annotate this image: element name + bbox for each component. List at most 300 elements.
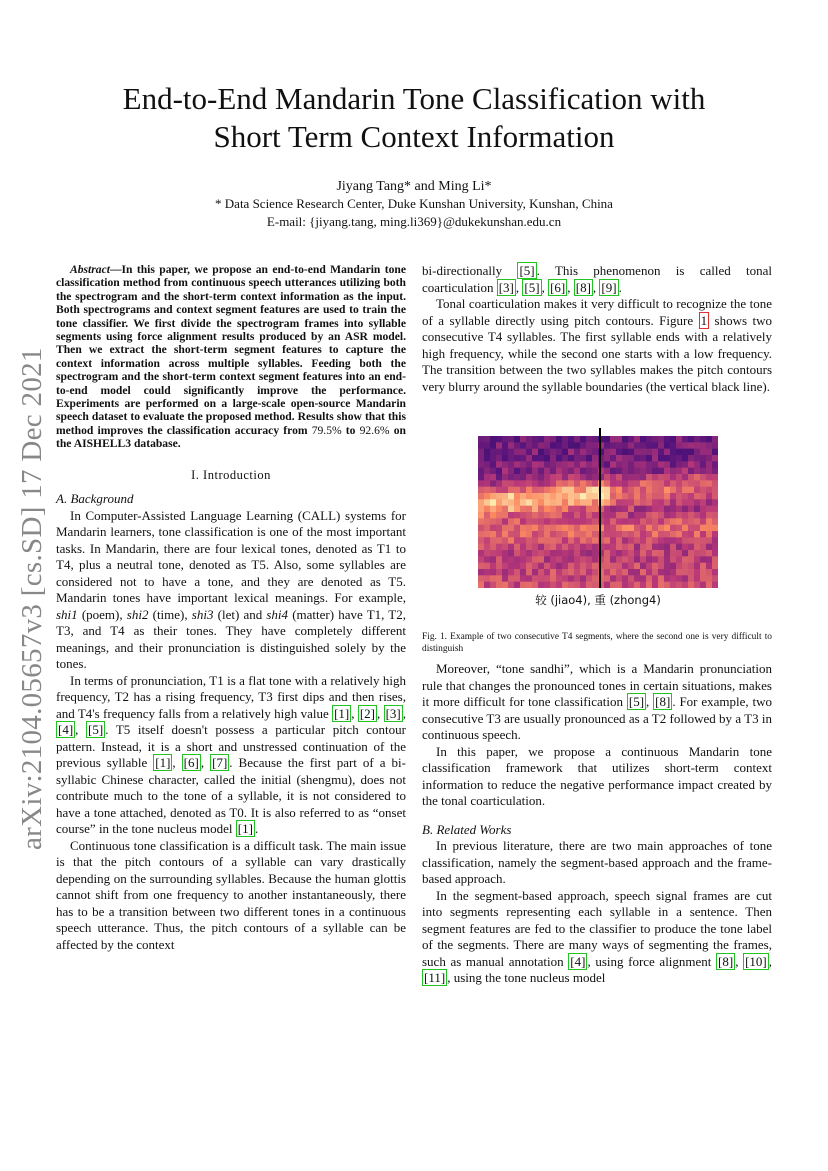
spectrogram-cell — [568, 487, 574, 494]
citation-link[interactable]: [4] — [570, 953, 586, 969]
spectrogram-cell — [496, 550, 502, 557]
spectrogram-cell — [520, 537, 526, 544]
spectrogram-cell — [556, 531, 562, 538]
spectrogram-cell — [562, 455, 568, 462]
spectrogram-cell — [658, 544, 664, 551]
spectrogram-cell — [580, 550, 586, 557]
spectrogram-cell — [682, 582, 688, 588]
spectrogram-cell — [520, 442, 526, 449]
spectrogram-cell — [532, 474, 538, 481]
spectrogram-cell — [514, 449, 520, 456]
spectrogram-cell — [622, 436, 628, 443]
spectrogram-cell — [574, 563, 580, 570]
spectrogram-cell — [706, 569, 712, 576]
spectrogram-cell — [688, 499, 694, 506]
spectrogram-cell — [586, 461, 592, 468]
spectrogram-cell — [646, 480, 652, 487]
spectrogram-cell — [688, 506, 694, 513]
spectrogram-cell — [628, 468, 634, 475]
citation-link[interactable]: [6] — [183, 755, 199, 771]
spectrogram-cell — [670, 556, 676, 563]
spectrogram-cell — [640, 556, 646, 563]
spectrogram-cell — [694, 556, 700, 563]
spectrogram-cell — [496, 506, 502, 513]
spectrogram-cell — [652, 544, 658, 551]
spectrogram-cell — [622, 537, 628, 544]
spectrogram-cell — [568, 499, 574, 506]
spectrogram-cell — [628, 493, 634, 500]
abstract-lead: Abstract — [70, 263, 110, 276]
spectrogram-cell — [694, 544, 700, 551]
spectrogram-cell — [598, 474, 604, 481]
spectrogram-cell — [478, 499, 484, 506]
spectrogram-cell — [514, 436, 520, 443]
spectrogram-cell — [562, 436, 568, 443]
spectrogram-cell — [586, 518, 592, 525]
para-text: . — [254, 821, 259, 837]
spectrogram-cell — [634, 480, 640, 487]
spectrogram-cell — [490, 506, 496, 513]
spectrogram-cell — [556, 436, 562, 443]
spectrogram-cell — [580, 493, 586, 500]
spectrogram-cell — [688, 563, 694, 570]
paragraph-related-2: In the segment-based approach, speech signal frames are cut into segments representing each syllable in a sentence. Then segment features are fed to the classifier to produce the tone label of the segments. There are many ways of segmenting the frames, such as manual annotation [4] , using force alignment [8] , [10] , [11] , using the tone nucleus model — [422, 887, 773, 985]
spectrogram-cell — [526, 506, 532, 513]
spectrogram-cell — [562, 506, 568, 513]
spectrogram-cell — [610, 525, 616, 532]
spectrogram-cell — [508, 525, 514, 532]
spectrogram-cell — [586, 487, 592, 494]
spectrogram-cell — [580, 468, 586, 475]
spectrogram-cell — [574, 537, 580, 544]
spectrogram-cell — [640, 512, 646, 519]
spectrogram-cell — [580, 563, 586, 570]
spectrogram-cell — [526, 461, 532, 468]
spectrogram-cell — [478, 455, 484, 462]
spectrogram-cell — [616, 550, 622, 557]
paragraph-related-1: In previous literature, there are two main approaches of tone classification, namely the segment-based approach and the frame-based approach. — [422, 838, 772, 886]
spectrogram-cell — [664, 550, 670, 557]
spectrogram-cell — [574, 487, 580, 494]
spectrogram-cell — [610, 499, 616, 506]
citation-link[interactable]: [1] — [334, 705, 350, 721]
spectrogram-cell — [574, 442, 580, 449]
spectrogram-cell — [538, 556, 544, 563]
spectrogram-cell — [550, 474, 556, 481]
spectrogram-cell — [556, 474, 562, 481]
spectrogram-cell — [688, 544, 694, 551]
citation-link[interactable]: [9] — [601, 279, 617, 295]
citation-link[interactable]: [3] — [498, 279, 514, 295]
spectrogram-cell — [526, 493, 532, 500]
spectrogram-cell — [628, 506, 634, 513]
spectrogram-cell — [592, 544, 598, 551]
spectrogram-cell — [478, 518, 484, 525]
spectrogram-cell — [712, 506, 718, 513]
spectrogram-cell — [544, 461, 550, 468]
spectrogram-cell — [604, 525, 610, 532]
spectrogram-cell — [658, 474, 664, 481]
spectrogram-cell — [526, 544, 532, 551]
spectrogram-cell — [502, 487, 508, 494]
figure-sublabel: 较 (jiao4), 重 (zhong4) — [535, 593, 661, 607]
spectrogram-cell — [712, 493, 718, 500]
spectrogram-cell — [520, 563, 526, 570]
spectrogram-cell — [502, 544, 508, 551]
spectrogram-cell — [550, 550, 556, 557]
spectrogram-cell — [514, 531, 520, 538]
spectrogram-cell — [562, 544, 568, 551]
spectrogram-cell — [496, 556, 502, 563]
spectrogram-cell — [652, 537, 658, 544]
spectrogram-cell — [538, 512, 544, 519]
spectrogram-cell — [478, 537, 484, 544]
spectrogram-cell — [526, 569, 532, 576]
spectrogram-cell — [502, 506, 508, 513]
citation-link[interactable]: [5] — [524, 279, 540, 295]
spectrogram-cell — [532, 487, 538, 494]
citation-link[interactable]: [8] — [575, 279, 591, 295]
spectrogram-cell — [664, 569, 670, 576]
spectrogram-cell — [580, 537, 586, 544]
spectrogram-cell — [658, 442, 664, 449]
spectrogram-cell — [490, 461, 496, 468]
spectrogram-cell — [700, 537, 706, 544]
spectrogram-cell — [556, 582, 562, 588]
spectrogram-cell — [664, 544, 670, 551]
spectrogram-cell — [496, 468, 502, 475]
spectrogram-cell — [604, 455, 610, 462]
spectrogram-cell — [604, 556, 610, 563]
spectrogram-cell — [712, 525, 718, 532]
spectrogram-cell — [616, 575, 622, 582]
spectrogram-cell — [628, 537, 634, 544]
spectrogram-cell — [490, 563, 496, 570]
spectrogram-cell — [652, 436, 658, 443]
spectrogram-cell — [568, 461, 574, 468]
spectrogram-cell — [484, 575, 490, 582]
spectrogram-cell — [568, 563, 574, 570]
spectrogram-cell — [712, 544, 718, 551]
subsection-heading-background: A. Background — [56, 491, 134, 507]
spectrogram-cell — [682, 442, 688, 449]
spectrogram-cell — [688, 569, 694, 576]
spectrogram-cell — [556, 468, 562, 475]
spectrogram-cell — [622, 525, 628, 532]
spectrogram-cell — [616, 582, 622, 588]
spectrogram-cell — [544, 512, 550, 519]
spectrogram-cell — [490, 449, 496, 456]
spectrogram-cell — [622, 449, 628, 456]
para-text: . This phenomenon is called tonal coarticulation — [422, 263, 773, 295]
citation-link[interactable]: [8] — [718, 953, 734, 969]
spectrogram-cell — [508, 474, 514, 481]
spectrogram-cell — [706, 442, 712, 449]
spectrogram-cell — [682, 537, 688, 544]
spectrogram-cell — [496, 569, 502, 576]
spectrogram-cell — [646, 563, 652, 570]
spectrogram-cell — [712, 442, 718, 449]
spectrogram-cell — [688, 487, 694, 494]
spectrogram-cell — [532, 506, 538, 513]
spectrogram-cell — [646, 461, 652, 468]
spectrogram-cell — [610, 474, 616, 481]
spectrogram-cell — [700, 480, 706, 487]
spectrogram-cell — [520, 556, 526, 563]
spectrogram-cell — [550, 582, 556, 588]
spectrogram-cell — [640, 518, 646, 525]
spectrogram-cell — [610, 518, 616, 525]
spectrogram-cell — [526, 436, 532, 443]
spectrogram-cell — [502, 569, 508, 576]
spectrogram-cell — [646, 550, 652, 557]
spectrogram-cell — [490, 582, 496, 588]
spectrogram-cell — [664, 525, 670, 532]
spectrogram-cell — [700, 442, 706, 449]
spectrogram-cell — [628, 461, 634, 468]
spectrogram-cell — [682, 499, 688, 506]
spectrogram-cell — [592, 569, 598, 576]
spectrogram-cell — [496, 461, 502, 468]
spectrogram-cell — [706, 461, 712, 468]
spectrogram-cell — [706, 487, 712, 494]
spectrogram-cell — [646, 499, 652, 506]
spectrogram-cell — [538, 474, 544, 481]
spectrogram-cell — [616, 544, 622, 551]
spectrogram-cell — [532, 582, 538, 588]
paragraph-background-2: In terms of pronunciation, T1 is a flat tone with a relatively high frequency, T2 has a rising frequency, T3 first dips and then rises, and T4's frequency falls from a relatively high value [1] , [2] , [3] , [4] , [5] . T5 itself doesn't possess a particular pitch contour pattern. Instead, it is a short and unstressed continuation of the previous syllable [1] , [6] , [7] . Because the first part of a bi-syllabic Chinese character, called the initial (shengmu), does not contribute much to the tone of a syllable, it is not considered to have a tone attached, denoted as T0. It is also referred to as “onset course” in the tone nucleus model [1] . — [56, 672, 406, 837]
spectrogram-cell — [634, 493, 640, 500]
spectrogram-cell — [706, 474, 712, 481]
spectrogram-cell — [634, 436, 640, 443]
spectrogram-cell — [478, 575, 484, 582]
spectrogram-cell — [556, 487, 562, 494]
spectrogram-cell — [682, 506, 688, 513]
spectrogram-cell — [712, 436, 718, 443]
citation-link[interactable]: [2] — [359, 705, 375, 721]
spectrogram-cell — [478, 436, 484, 443]
spectrogram-cell — [616, 518, 622, 525]
spectrogram-cell — [580, 461, 586, 468]
spectrogram-cell — [694, 575, 700, 582]
spectrogram-cell — [574, 480, 580, 487]
spectrogram-cell — [640, 575, 646, 582]
spectrogram-cell — [616, 468, 622, 475]
spectrogram-cell — [700, 506, 706, 513]
spectrogram-cell — [538, 449, 544, 456]
paragraph-tone-sandhi: Moreover, “tone sandhi”, which is a Mandarin pronunciation rule that changes the pronounced tones in certain situations, makes it more difficult for tone classification [5] , [8] . For example, two consecutive T3 are usually pronounced as a T2 followed by a T3 in continuous speech. — [422, 661, 773, 742]
spectrogram-cell — [640, 544, 646, 551]
spectrogram-cell — [484, 537, 490, 544]
spectrogram-cell — [520, 582, 526, 588]
spectrogram-cell — [628, 582, 634, 588]
spectrogram-cell — [670, 480, 676, 487]
spectrogram-cell — [616, 449, 622, 456]
spectrogram-cell — [658, 449, 664, 456]
citation-link[interactable]: [7] — [212, 755, 228, 771]
spectrogram-cell — [514, 493, 520, 500]
spectrogram-cell — [514, 487, 520, 494]
spectrogram-cell — [502, 474, 508, 481]
figure-link[interactable]: 1 — [700, 312, 708, 328]
citation-link[interactable]: [5] — [519, 263, 535, 278]
spectrogram-cell — [508, 449, 514, 456]
spectrogram-cell — [640, 550, 646, 557]
spectrogram-cell — [508, 436, 514, 443]
spectrogram-cell — [622, 563, 628, 570]
spectrogram-cell — [562, 525, 568, 532]
spectrogram-cell — [712, 556, 718, 563]
spectrogram-cell — [532, 556, 538, 563]
spectrogram-cell — [508, 550, 514, 557]
spectrogram-cell — [544, 575, 550, 582]
spectrogram-cell — [604, 537, 610, 544]
spectrogram-cell — [580, 436, 586, 443]
spectrogram-cell — [598, 550, 604, 557]
spectrogram-cell — [610, 461, 616, 468]
spectrogram-cell — [508, 544, 514, 551]
spectrogram-cell — [712, 563, 718, 570]
citation-link[interactable]: [1] — [155, 755, 171, 771]
spectrogram-cell — [556, 569, 562, 576]
spectrogram-cell — [610, 512, 616, 519]
spectrogram-cell — [484, 512, 490, 519]
citation-link[interactable]: [5] — [628, 694, 645, 709]
spectrogram-cell — [634, 550, 640, 557]
spectrogram-cell — [706, 582, 712, 588]
spectrogram-cell — [532, 563, 538, 570]
spectrogram-cell — [568, 537, 574, 544]
spectrogram-cell — [694, 487, 700, 494]
spectrogram-cell — [676, 550, 682, 557]
spectrogram-cell — [544, 537, 550, 544]
spectrogram-cell — [502, 493, 508, 500]
spectrogram-cell — [580, 474, 586, 481]
spectrogram-cell — [634, 563, 640, 570]
spectrogram-cell — [652, 468, 658, 475]
spectrogram-cell — [616, 537, 622, 544]
spectrogram-cell — [532, 493, 538, 500]
citation-link[interactable]: [1] — [237, 821, 253, 837]
citation-link[interactable]: [11] — [424, 970, 446, 985]
spectrogram-cell — [700, 550, 706, 557]
spectrogram-cell — [694, 468, 700, 475]
spectrogram-cell — [616, 436, 622, 443]
spectrogram-cell — [694, 537, 700, 544]
spectrogram-cell — [688, 556, 694, 563]
spectrogram-cell — [658, 499, 664, 506]
abstract-text-1: —In this paper, we propose an end-to-end Mandarin tone classification method from continuous speech utterances utilizing both the spectrogram and the short-term context information as the input. Both spectrograms and context segment features are used to train the tone classifier. We first divide the spectrogram frames into syllable segments using force alignment results produced by an ASR model. Then we extract the short-term segment features to capture the context information across multiple syllables. Feeding both the spectrogram and the short-term context segment features into an end-to-end model could significantly improve the performance. Experiments are performed on a large-scale open-source Mandarin speech dataset to evaluate the proposed method. Results show that this method improves the classification accuracy from — [56, 263, 406, 437]
spectrogram-cell — [532, 525, 538, 532]
citation-link[interactable]: [4] — [58, 722, 74, 738]
spectrogram-cell — [652, 550, 658, 557]
citation-link[interactable]: [5] — [88, 722, 104, 738]
spectrogram-cell — [538, 582, 544, 588]
affiliation: * Data Science Research Center, Duke Kunshan University, Kunshan, China — [215, 196, 613, 211]
spectrogram-cell — [628, 544, 634, 551]
spectrogram-cell — [490, 474, 496, 481]
authors: Jiyang Tang* and Ming Li* — [336, 179, 492, 194]
spectrogram-cell — [490, 569, 496, 576]
spectrogram-cell — [502, 461, 508, 468]
citation-link[interactable]: [3] — [385, 705, 401, 721]
spectrogram-cell — [568, 506, 574, 513]
spectrogram-cell — [634, 506, 640, 513]
citation-link[interactable]: [10] — [745, 953, 767, 969]
spectrogram-cell — [508, 455, 514, 462]
spectrogram-cell — [700, 544, 706, 551]
spectrogram-cell — [520, 493, 526, 500]
spectrogram-cell — [640, 455, 646, 462]
spectrogram-cell — [538, 442, 544, 449]
citation-link[interactable]: [8] — [655, 694, 671, 709]
para-text: (time), — [148, 606, 192, 622]
spectrogram-cell — [538, 569, 544, 576]
spectrogram-cell — [706, 556, 712, 563]
spectrogram-cell — [514, 550, 520, 557]
spectrogram-cell — [676, 556, 682, 563]
spectrogram-cell — [652, 449, 658, 456]
spectrogram-cell — [508, 537, 514, 544]
spectrogram-cell — [604, 506, 610, 513]
spectrogram-cell — [496, 442, 502, 449]
spectrogram-cell — [490, 537, 496, 544]
spectrogram-cell — [622, 531, 628, 538]
spectrogram-cell — [580, 506, 586, 513]
spectrogram-cell — [598, 506, 604, 513]
para-text: . For example, two consecutive T3 are usually pronounced as a T2 followed by a T3 in continuous speech. — [422, 694, 773, 742]
spectrogram-cell — [712, 537, 718, 544]
spectrogram-cell — [532, 575, 538, 582]
spectrogram-cell — [604, 474, 610, 481]
spectrogram-cell — [670, 461, 676, 468]
spectrogram-cell — [502, 550, 508, 557]
spectrogram-cell — [550, 512, 556, 519]
spectrogram-cell — [592, 563, 598, 570]
spectrogram-cell — [646, 449, 652, 456]
spectrogram-cell — [508, 480, 514, 487]
spectrogram-cell — [682, 556, 688, 563]
spectrogram-cell — [562, 531, 568, 538]
spectrogram-cell — [628, 474, 634, 481]
spectrogram-cell — [484, 582, 490, 588]
spectrogram-cell — [604, 550, 610, 557]
spectrogram-cell — [700, 582, 706, 588]
spectrogram-cell — [526, 468, 532, 475]
spectrogram-cell — [688, 582, 694, 588]
spectrogram-cell — [592, 512, 598, 519]
spectrogram-cell — [634, 499, 640, 506]
spectrogram-cell — [496, 455, 502, 462]
spectrogram-cell — [502, 537, 508, 544]
spectrogram-cell — [658, 512, 664, 519]
spectrogram-cell — [574, 506, 580, 513]
spectrogram-cell — [514, 575, 520, 582]
spectrogram-cell — [598, 563, 604, 570]
spectrogram-cell — [592, 531, 598, 538]
spectrogram-cell — [622, 461, 628, 468]
spectrogram-cell — [520, 506, 526, 513]
citation-link[interactable]: [6] — [550, 279, 566, 295]
spectrogram-cell — [604, 499, 610, 506]
abstract-text-2: to — [341, 423, 360, 437]
spectrogram-cell — [502, 442, 508, 449]
spectrogram-cell — [676, 569, 682, 576]
paragraph-tonal-coarticulation — [422, 296, 772, 395]
spectrogram-cell — [484, 544, 490, 551]
spectrogram-cell — [646, 531, 652, 538]
spectrogram-cell — [652, 506, 658, 513]
